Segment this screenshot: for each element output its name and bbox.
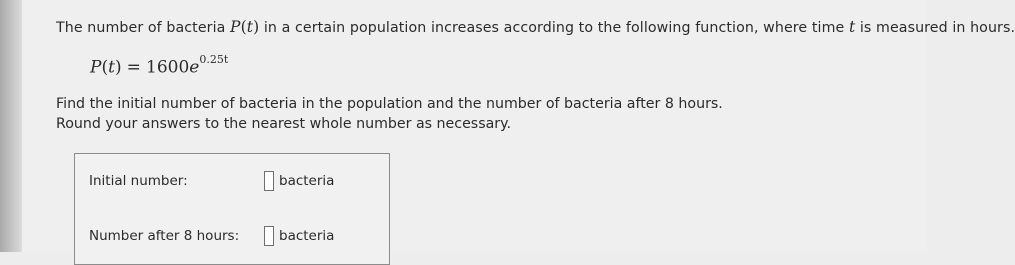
function-name: P: [230, 18, 241, 36]
formula-function-name: P: [90, 57, 102, 78]
answer-box: [74, 153, 390, 265]
instruction-line-1: Find the initial number of bacteria in the population and the number of bacteria after 8 hours.: [56, 96, 723, 112]
formula-equals: =: [126, 57, 141, 78]
problem-text-end: is measured in hours.: [855, 20, 1015, 36]
formula-coefficient: 1600: [146, 57, 190, 78]
problem-page: [22, 0, 1015, 252]
growth-formula: $P(t) = 1600e^{0.25t}$: [90, 53, 229, 78]
problem-statement: The number of bacteria P(t) in a certain population increases according to the following function, where time t is measured in hours.: [56, 18, 1015, 36]
initial-number-unit: bacteria: [279, 173, 335, 189]
function-variable: t: [246, 18, 254, 36]
instruction-line-2: Round your answers to the nearest whole number as necessary.: [56, 116, 512, 132]
left-edge-strip: [0, 0, 22, 252]
initial-number-input[interactable]: [264, 171, 274, 191]
problem-text-after: in a certain population increases according to the following function, where time: [259, 20, 849, 36]
after-8-hours-unit: bacteria: [279, 228, 335, 244]
time-variable: t: [848, 18, 856, 36]
after-8-hours-label: Number after 8 hours:: [89, 228, 240, 244]
problem-text-before: The number of bacteria: [56, 20, 231, 36]
formula-exponent: 0.25t: [199, 53, 229, 66]
formula-variable: t: [108, 57, 115, 78]
after-8-hours-input[interactable]: [264, 226, 274, 246]
formula-base: e: [189, 57, 200, 78]
initial-number-label: Initial number:: [89, 173, 188, 189]
